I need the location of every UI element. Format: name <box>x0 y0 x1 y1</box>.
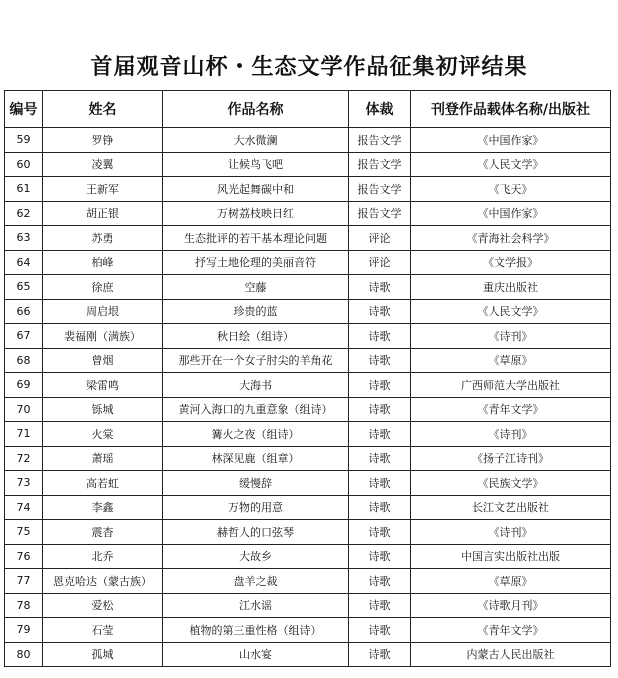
table-row <box>5 397 611 422</box>
cell-work-title: 山水宴 <box>163 642 349 667</box>
cell-publication: 《青年文学》 <box>411 618 611 643</box>
table-row <box>5 593 611 618</box>
cell-publication: 《草原》 <box>411 569 611 594</box>
cell-genre: 报告文学 <box>349 128 411 153</box>
cell-work-title: 风光起舞碳中和 <box>163 177 349 202</box>
cell-work-title: 抒写土地伦理的美丽音符 <box>163 250 349 275</box>
cell-work-title: 篝火之夜（组诗） <box>163 422 349 447</box>
cell-genre: 诗歌 <box>349 520 411 545</box>
cell-name: 胡正银 <box>43 201 163 226</box>
cell-genre: 报告文学 <box>349 201 411 226</box>
cell-genre: 诗歌 <box>349 446 411 471</box>
cell-work-title: 珍贵的蓝 <box>163 299 349 324</box>
cell-number: 68 <box>5 348 43 373</box>
header-publication: 刊登作品载体名称/出版社 <box>411 91 611 128</box>
cell-name: 罗铮 <box>43 128 163 153</box>
cell-number: 63 <box>5 226 43 251</box>
table-row <box>5 544 611 569</box>
cell-work-title: 赫哲人的口弦琴 <box>163 520 349 545</box>
cell-name: 震杳 <box>43 520 163 545</box>
cell-name: 周启垠 <box>43 299 163 324</box>
cell-publication: 《草原》 <box>411 348 611 373</box>
cell-work-title: 万树荔枝映日红 <box>163 201 349 226</box>
cell-genre: 诗歌 <box>349 471 411 496</box>
cell-genre: 诗歌 <box>349 544 411 569</box>
cell-publication: 《诗刊》 <box>411 324 611 349</box>
cell-name: 萧瑶 <box>43 446 163 471</box>
table-row <box>5 569 611 594</box>
cell-name: 柏峰 <box>43 250 163 275</box>
cell-number: 78 <box>5 593 43 618</box>
table-row <box>5 618 611 643</box>
cell-work-title: 让候鸟飞吧 <box>163 152 349 177</box>
cell-publication: 重庆出版社 <box>411 275 611 300</box>
cell-number: 71 <box>5 422 43 447</box>
cell-number: 61 <box>5 177 43 202</box>
cell-publication: 《民族文学》 <box>411 471 611 496</box>
document-title: 首届观音山杯・生态文学作品征集初评结果 <box>90 55 528 80</box>
cell-work-title: 大故乡 <box>163 544 349 569</box>
cell-genre: 诗歌 <box>349 397 411 422</box>
header-name: 姓名 <box>43 91 163 128</box>
cell-publication: 《青海社会科学》 <box>411 226 611 251</box>
cell-number: 62 <box>5 201 43 226</box>
cell-name: 高若虹 <box>43 471 163 496</box>
cell-number: 67 <box>5 324 43 349</box>
cell-genre: 诗歌 <box>349 593 411 618</box>
cell-publication: 《人民文学》 <box>411 299 611 324</box>
cell-work-title: 那些开在一个女子肘尖的羊角花 <box>163 348 349 373</box>
cell-genre: 诗歌 <box>349 373 411 398</box>
cell-name: 凌翼 <box>43 152 163 177</box>
table-row <box>5 152 611 177</box>
cell-genre: 诗歌 <box>349 422 411 447</box>
cell-work-title: 大海书 <box>163 373 349 398</box>
cell-work-title: 大水微澜 <box>163 128 349 153</box>
cell-genre: 报告文学 <box>349 152 411 177</box>
cell-work-title: 林深见鹿（组章） <box>163 446 349 471</box>
cell-name: 石莹 <box>43 618 163 643</box>
results-table <box>4 90 611 667</box>
cell-work-title: 万物的用意 <box>163 495 349 520</box>
cell-publication: 《诗刊》 <box>411 520 611 545</box>
table-body <box>5 128 611 667</box>
cell-genre: 诗歌 <box>349 495 411 520</box>
cell-genre: 诗歌 <box>349 275 411 300</box>
table-row <box>5 348 611 373</box>
cell-number: 74 <box>5 495 43 520</box>
cell-genre: 诗歌 <box>349 618 411 643</box>
cell-work-title: 盘羊之裁 <box>163 569 349 594</box>
table-row <box>5 495 611 520</box>
header-genre: 体裁 <box>349 91 411 128</box>
cell-number: 79 <box>5 618 43 643</box>
cell-work-title: 黄河入海口的九重意象（组诗） <box>163 397 349 422</box>
cell-number: 60 <box>5 152 43 177</box>
cell-name: 爱松 <box>43 593 163 618</box>
table-row <box>5 446 611 471</box>
cell-name: 北乔 <box>43 544 163 569</box>
cell-publication: 长江文艺出版社 <box>411 495 611 520</box>
cell-number: 64 <box>5 250 43 275</box>
table-row <box>5 201 611 226</box>
cell-number: 72 <box>5 446 43 471</box>
cell-publication: 《人民文学》 <box>411 152 611 177</box>
cell-name: 梁雷鸣 <box>43 373 163 398</box>
cell-publication: 广西师范大学出版社 <box>411 373 611 398</box>
cell-name: 李鑫 <box>43 495 163 520</box>
cell-publication: 《诗歌月刊》 <box>411 593 611 618</box>
cell-name: 曾烟 <box>43 348 163 373</box>
cell-number: 75 <box>5 520 43 545</box>
cell-genre: 诗歌 <box>349 299 411 324</box>
cell-publication: 《中国作家》 <box>411 128 611 153</box>
header-work-title: 作品名称 <box>163 91 349 128</box>
cell-genre: 诗歌 <box>349 569 411 594</box>
cell-genre: 诗歌 <box>349 348 411 373</box>
cell-work-title: 江水谣 <box>163 593 349 618</box>
table-row <box>5 324 611 349</box>
cell-name: 裴福刚（满族） <box>43 324 163 349</box>
cell-work-title: 秋日绘（组诗） <box>163 324 349 349</box>
cell-work-title: 植物的第三重性格（组诗） <box>163 618 349 643</box>
cell-publication: 中国言实出版社出版 <box>411 544 611 569</box>
cell-number: 80 <box>5 642 43 667</box>
cell-publication: 《中国作家》 <box>411 201 611 226</box>
cell-genre: 评论 <box>349 250 411 275</box>
cell-name: 火棠 <box>43 422 163 447</box>
cell-publication: 《扬子江诗刊》 <box>411 446 611 471</box>
cell-work-title: 缓慢辞 <box>163 471 349 496</box>
cell-genre: 诗歌 <box>349 324 411 349</box>
table-row <box>5 226 611 251</box>
cell-genre: 诗歌 <box>349 642 411 667</box>
table-row <box>5 177 611 202</box>
cell-publication: 《文学报》 <box>411 250 611 275</box>
cell-number: 59 <box>5 128 43 153</box>
cell-name: 徐庶 <box>43 275 163 300</box>
cell-name: 恩克哈达（蒙古族） <box>43 569 163 594</box>
cell-number: 70 <box>5 397 43 422</box>
table-header-row <box>5 91 611 128</box>
cell-name: 铄城 <box>43 397 163 422</box>
header-number: 编号 <box>5 91 43 128</box>
table-row <box>5 373 611 398</box>
cell-work-title: 空藤 <box>163 275 349 300</box>
cell-publication: 内蒙古人民出版社 <box>411 642 611 667</box>
cell-name: 孤城 <box>43 642 163 667</box>
cell-publication: 《诗刊》 <box>411 422 611 447</box>
cell-work-title: 生态批评的若干基本理论问题 <box>163 226 349 251</box>
table-row <box>5 275 611 300</box>
cell-name: 苏勇 <box>43 226 163 251</box>
cell-name: 王新军 <box>43 177 163 202</box>
table-row <box>5 471 611 496</box>
cell-genre: 报告文学 <box>349 177 411 202</box>
table-row <box>5 422 611 447</box>
table-row <box>5 250 611 275</box>
table-row <box>5 299 611 324</box>
cell-genre: 评论 <box>349 226 411 251</box>
cell-number: 73 <box>5 471 43 496</box>
cell-number: 65 <box>5 275 43 300</box>
table-row <box>5 128 611 153</box>
cell-number: 76 <box>5 544 43 569</box>
cell-number: 77 <box>5 569 43 594</box>
table-row <box>5 520 611 545</box>
cell-publication: 《飞天》 <box>411 177 611 202</box>
cell-publication: 《青年文学》 <box>411 397 611 422</box>
table-row <box>5 642 611 667</box>
cell-number: 69 <box>5 373 43 398</box>
cell-number: 66 <box>5 299 43 324</box>
